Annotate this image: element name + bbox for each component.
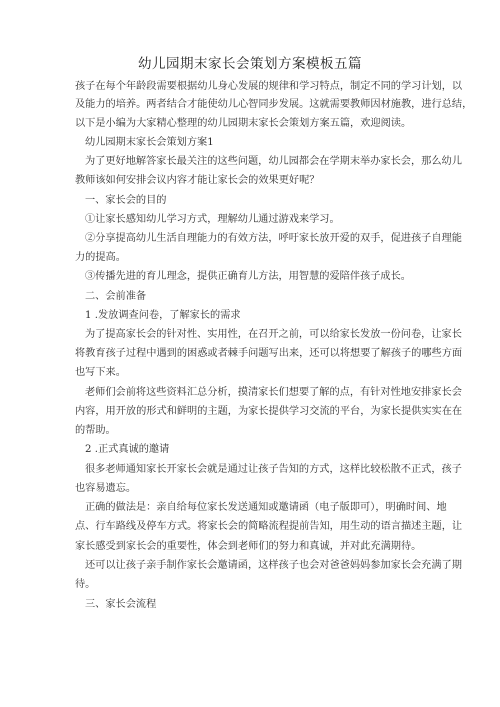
section-heading: 一、家长会的目的 [85, 195, 167, 206]
paragraph-line: 将教育孩子过程中遇到的困惑或者棘手问题写出来，还可以将想要了解孩子的哪些方面 [75, 348, 463, 359]
paragraph-line: 待。 [75, 579, 96, 590]
paragraph-line: 以下是小编为大家精心整理的幼儿园期末家长会策划方案五篇，欢迎阅读。 [75, 118, 412, 129]
paragraph-line: 很多老师通知家长开家长会就是通过让孩子告知的方式，这样比较松散不正式，孩子 [85, 464, 462, 475]
paragraph-line: 的帮助。 [75, 425, 116, 436]
document-title: 幼儿园期末家长会策划方案模板五篇 [138, 56, 362, 72]
section-heading: 二、会前准备 [85, 291, 147, 302]
paragraph-line: 也容易遗忘。 [75, 483, 137, 494]
list-item: ②分享提高幼儿生活自理能力的有效方法，呼吁家长放开爱的双手，促进孩子自理能 [85, 233, 462, 244]
paragraph-line: 还可以让孩子亲手制作家长会邀请函，这样孩子也会对爸爸妈妈参加家长会充满了期 [85, 560, 462, 571]
paragraph-line: 教师该如何安排会议内容才能让家长会的效果更好呢？ [75, 175, 320, 186]
paragraph-line: 为了提高家长会的针对性、实用性，在召开之前，可以给家长发放一份问卷，让家长 [85, 329, 462, 340]
paragraph-line: 老师们会前将这些资料汇总分析，摸清家长们想要了解的点，有针对性地安排家长会 [85, 387, 462, 398]
list-item: ③传播先进的育儿理念，提供正确育儿方法，用智慧的爱陪伴孩子成长。 [85, 271, 411, 282]
paragraph-line: 也写下来。 [75, 367, 126, 378]
paragraph-line: 正确的做法是：亲自给每位家长发送通知或邀请函（电子版即可），明确时间、地 [85, 502, 447, 513]
paragraph-line: 家长感受到家长会的重要性，体会到老师们的努力和真诚，并对此充满期待。 [75, 541, 422, 552]
paragraph-line: 及能力的培养。两者结合才能使幼儿心智同步发展。这就需要教师因材施教，进行总结， [75, 99, 473, 110]
paragraph-line: 点、行车路线及停车方式。将家长会的简略流程提前告知，用生动的语言描述主题，让 [75, 521, 463, 532]
paragraph-line: 力的提高。 [75, 252, 126, 263]
subsection-heading: 2 .正式真诚的邀请 [85, 444, 170, 455]
paragraph-line: 孩子在每个年龄段需要根据幼儿身心发展的规律和学习特点，制定不同的学习计划，以 [75, 81, 463, 92]
paragraph-line: 内容，用开放的形式和鲜明的主题，为家长提供学习交流的平台，为家长提供实实在在 [75, 406, 463, 417]
section-heading: 三、家长会流程 [85, 599, 157, 610]
list-item: ①让家长感知幼儿学习方式，理解幼儿通过游戏来学习。 [85, 214, 340, 225]
paragraph-line: 为了更好地解答家长最关注的这些问题，幼儿园都会在学期末举办家长会，那么幼儿 [85, 156, 462, 167]
section-heading: 幼儿园期末家长会策划方案1 [85, 137, 214, 148]
subsection-heading: 1 .发放调查问卷，了解家长的需求 [85, 310, 241, 321]
